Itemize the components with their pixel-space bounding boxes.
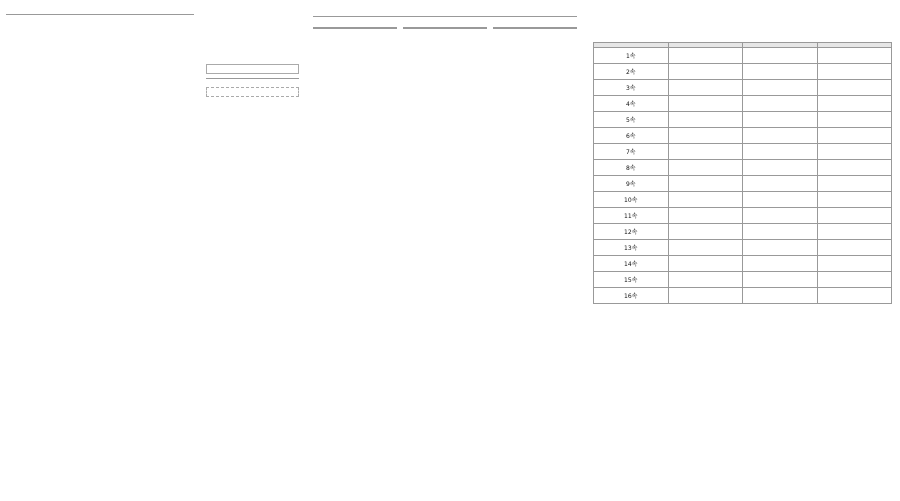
schedule-right <box>493 23 577 33</box>
table-cell-no: 6속 <box>594 128 669 144</box>
table-cell-a <box>668 64 743 80</box>
table-cell-c <box>817 144 892 160</box>
table-cell-a <box>668 96 743 112</box>
middle-dashed-box <box>206 87 299 97</box>
table-cell-b <box>743 176 818 192</box>
table-cell-b <box>743 128 818 144</box>
schedule-divider <box>313 16 577 17</box>
table-cell-b <box>743 288 818 304</box>
schedule-grid <box>313 23 577 33</box>
table-cell-no: 16속 <box>594 288 669 304</box>
table-row <box>594 288 892 304</box>
table-row <box>594 64 892 80</box>
table-cell-b <box>743 224 818 240</box>
table-cell-c <box>817 240 892 256</box>
middle-column <box>200 0 305 501</box>
table-cell-no: 5속 <box>594 112 669 128</box>
table-cell-b <box>743 64 818 80</box>
table-row <box>594 256 892 272</box>
table-row <box>594 96 892 112</box>
table-cell-no: 7속 <box>594 144 669 160</box>
right-table-column <box>585 0 900 501</box>
schedule-left <box>313 23 397 33</box>
right-text-column <box>305 0 585 501</box>
table-cell-a <box>668 272 743 288</box>
attendance-table <box>593 42 892 304</box>
middle-divider <box>206 78 299 79</box>
table-cell-a <box>668 240 743 256</box>
table-row <box>594 208 892 224</box>
table-row <box>594 192 892 208</box>
table-row <box>594 272 892 288</box>
table-row <box>594 128 892 144</box>
table-cell-a <box>668 160 743 176</box>
table-cell-a <box>668 192 743 208</box>
schedule-left-title <box>313 27 397 29</box>
table-cell-no: 15속 <box>594 272 669 288</box>
table-cell-b <box>743 112 818 128</box>
table-row <box>594 176 892 192</box>
table-row <box>594 112 892 128</box>
table-cell-c <box>817 112 892 128</box>
table-cell-no: 1속 <box>594 48 669 64</box>
table-cell-c <box>817 208 892 224</box>
table-cell-a <box>668 128 743 144</box>
table-cell-c <box>817 272 892 288</box>
table-cell-c <box>817 96 892 112</box>
table-cell-b <box>743 240 818 256</box>
table-cell-a <box>668 48 743 64</box>
table-cell-no: 2속 <box>594 64 669 80</box>
table-cell-c <box>817 48 892 64</box>
table-cell-b <box>743 192 818 208</box>
table-row <box>594 224 892 240</box>
table-cell-a <box>668 288 743 304</box>
table-cell-a <box>668 144 743 160</box>
schedule-middle <box>403 23 487 33</box>
table-cell-c <box>817 64 892 80</box>
left-divider <box>6 14 194 15</box>
table-cell-a <box>668 224 743 240</box>
left-column <box>0 0 200 501</box>
table-cell-c <box>817 288 892 304</box>
table-cell-b <box>743 80 818 96</box>
table-cell-b <box>743 160 818 176</box>
table-cell-c <box>817 176 892 192</box>
table-cell-no: 4속 <box>594 96 669 112</box>
table-cell-no: 3속 <box>594 80 669 96</box>
table-cell-c <box>817 192 892 208</box>
table-row <box>594 144 892 160</box>
table-cell-c <box>817 224 892 240</box>
table-cell-c <box>817 256 892 272</box>
table-cell-no: 13속 <box>594 240 669 256</box>
table-cell-b <box>743 48 818 64</box>
table-cell-a <box>668 176 743 192</box>
table-cell-b <box>743 144 818 160</box>
table-cell-no: 10속 <box>594 192 669 208</box>
table-row <box>594 240 892 256</box>
table-cell-a <box>668 80 743 96</box>
middle-box <box>206 64 299 74</box>
table-row <box>594 160 892 176</box>
table-cell-b <box>743 96 818 112</box>
table-cell-b <box>743 272 818 288</box>
schedule-right-title <box>493 27 577 29</box>
table-cell-no: 11속 <box>594 208 669 224</box>
table-cell-b <box>743 256 818 272</box>
table-cell-a <box>668 208 743 224</box>
table-cell-no: 12속 <box>594 224 669 240</box>
table-cell-a <box>668 112 743 128</box>
table-cell-a <box>668 256 743 272</box>
table-cell-no: 14속 <box>594 256 669 272</box>
table-row <box>594 48 892 64</box>
table-cell-no: 8속 <box>594 160 669 176</box>
table-cell-c <box>817 160 892 176</box>
table-cell-c <box>817 80 892 96</box>
table-cell-no: 9속 <box>594 176 669 192</box>
table-cell-b <box>743 208 818 224</box>
schedule-middle-title <box>403 27 487 29</box>
table-row <box>594 80 892 96</box>
table-cell-c <box>817 128 892 144</box>
